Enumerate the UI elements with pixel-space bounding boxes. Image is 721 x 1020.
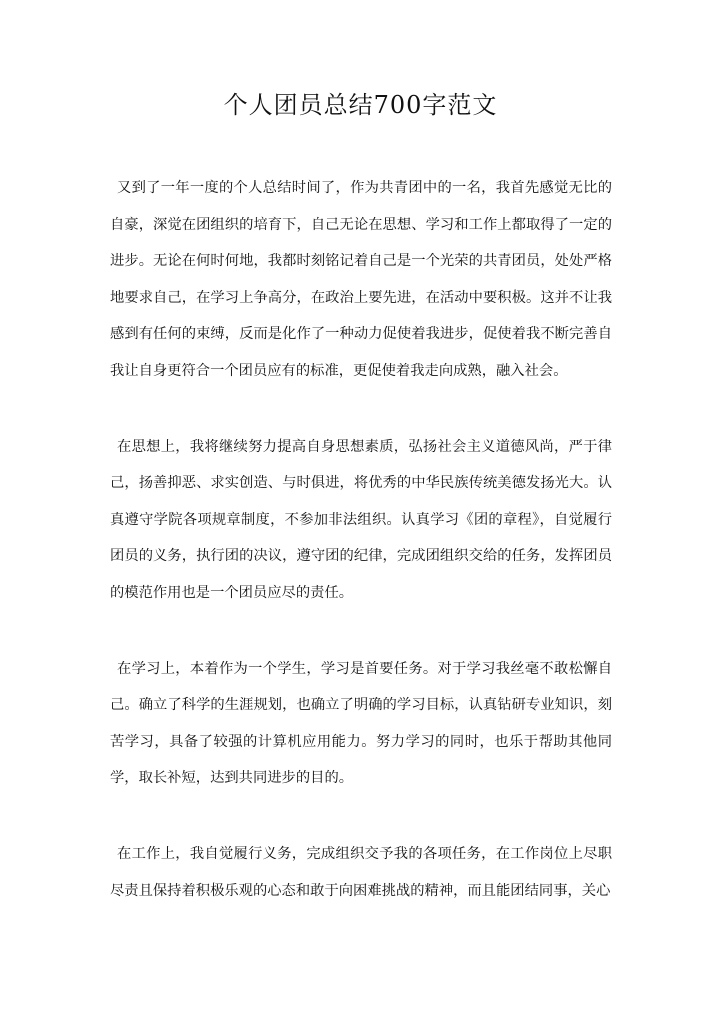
document-body: [110, 170, 612, 909]
paragraph-intro: 又到了一年一度的个人总结时间了，作为共青团中的一名，我首先感觉无比的自豪，深觉在团组织的培育下，自己无论在思想、学习和工作上都取得了一定的进步。无论在何时何地，我都时刻铭记着自己是一个光荣的共青团员，处处严格地要求自己，在学习上争高分，在政治上要先进，在活动中要积极。这并不让我感到有任何的束缚，反而是化作了一种动力促使着我进步，促使着我不断完善自我让自身更符合一个团员应有的标准，更促使着我走向成熟，融入社会。: [110, 180, 612, 379]
document-title: 个人团员总结700字范文: [223, 91, 498, 119]
paragraph-study: 在学习上，本着作为一个学生，学习是首要任务。对于学习我丝毫不敢松懈自己。确立了科学的生涯规划，也确立了明确的学习目标，认真钻研专业知识，刻苦学习，具备了较强的计算机应用能力。努力学习的同时，也乐于帮助其他同学，取长补短，达到共同进步的目的。: [110, 660, 612, 787]
paragraph-work: 在工作上，我自觉履行义务，完成组织交予我的各项任务，在工作岗位上尽职尽责且保持着积极乐观的心态和敢于向困难挑战的精神，而且能团结同事，关心: [110, 845, 612, 899]
paragraph-thought: 在思想上，我将继续努力提高自身思想素质，弘扬社会主义道德风尚，严于律己，扬善抑恶、求实创造、与时俱进，将优秀的中华民族传统美德发扬光大。认真遵守学院各项规章制度，不参加非法组织。认真学习《团的章程》，自觉履行团员的义务，执行团的决议，遵守团的纪律，完成团组织交给的任务，发挥团员的模范作用也是一个团员应尽的责任。: [110, 438, 612, 601]
